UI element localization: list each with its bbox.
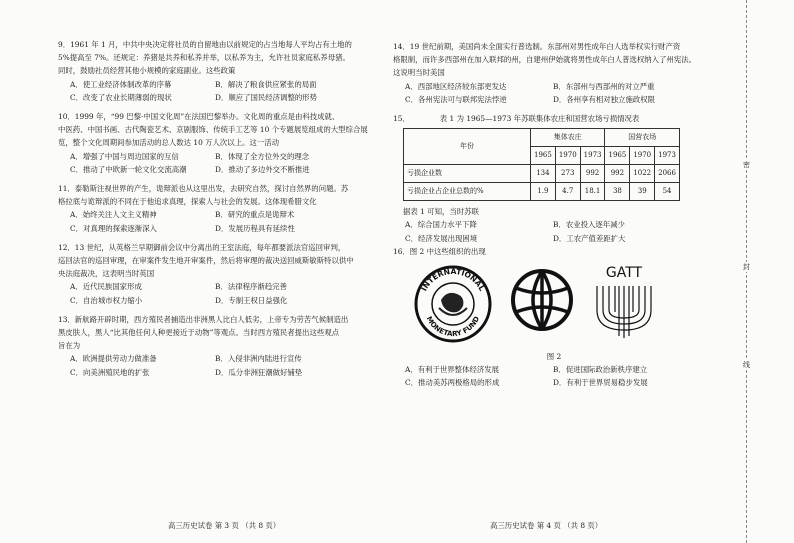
loss-table [403,128,680,201]
question-text: 同时，鼓励社员经营其他小规模的家庭副业。这些政策 [58,66,236,76]
option-row [393,218,715,231]
svg-text:MONETARY FUND: MONETARY FUND [424,315,482,339]
option-a: A．综合国力水平下降 [405,220,477,230]
question-caption [393,112,715,125]
option-c: C．推动美苏两极格局的形成 [405,378,500,388]
option-b: B．农业投入逐年减少 [553,220,625,230]
question-number: 15． [393,114,410,124]
question-16 [393,245,715,390]
question-14 [393,40,715,106]
imf-logo [413,264,493,344]
question-text: 这说明当时美国 [393,68,445,78]
question-text: 9．1961 年 1 月，中共中央决定将社员的自留地由以前规定的占当地每人平均占有土地的 [58,40,352,49]
table-year: 1965 [605,147,630,165]
option-c: C．改变了农业长期薄弱的现状 [70,92,172,102]
question-text: 12．13 世纪，从英格兰早期御前会议中分离出的王室法庭，每年都要派法官巡回审判， [58,242,346,252]
question-10 [58,110,374,176]
option-a: A．增强了中国与周边国家的互信 [70,151,179,161]
option-a: A．使工业经济体制改革的序幕 [70,79,172,89]
table-group-header: 国营农场 [605,129,679,147]
seal-mark: 密 [740,160,753,170]
option-a: A．始终关注人文主义精神 [70,210,157,220]
option-c: C．经济发展出现困境 [405,233,478,243]
option-b: B．研究的重点是诡辩术 [215,210,295,220]
option-a: A．有利于世界整体经济发展 [405,365,500,375]
figure-2-logos [393,258,715,350]
option-d: D．各州享有相对独立施政权限 [553,94,656,104]
option-b: B．体现了全方位外交的理念 [215,151,310,161]
option-b: B．法律程序渐趋完善 [215,282,287,292]
table-row [404,183,680,201]
table-cell: 1022 [630,165,655,183]
row-label: 亏损企业数 [404,165,531,183]
option-row [58,352,374,365]
option-c: C．各州宪法可与联邦宪法悖逆 [405,94,507,104]
table-cell: 38 [605,183,630,201]
table-year: 1973 [580,147,605,165]
option-row [58,294,374,307]
table-year: 1965 [531,147,556,165]
row-label: 亏损企业占企业总数的% [404,183,531,201]
gatt-logo-text: GATT [605,265,643,282]
question-text: 14．19 世纪前期，美国尚未全面实行普选制。东部州对男性成年白人选举权实行财产资 [393,42,681,51]
table-cell: 39 [630,183,655,201]
option-c: C．自治城市权力缩小 [70,295,143,305]
table-cell: 18.1 [580,183,605,201]
table-header-year: 年份 [404,129,531,165]
gatt-logo [589,262,659,342]
option-row [393,232,715,245]
question-9 [58,38,374,104]
option-a: A．欧洲提供劳动力做准备 [70,354,157,364]
table-year: 1970 [630,147,655,165]
table-group-header: 集体农庄 [531,129,605,147]
table-cell: 54 [655,183,680,201]
question-text: 览，整个文化周期间参加活动的总人数达 10 万人次以上。这一活动 [58,138,280,148]
question-prompt: 16．图 2 中这些组织的出现 [393,246,486,256]
question-text: 11．泰勒斯注视世界的产生，诡辩派也从这里出发，去研究自然，探讨自然界的问题。苏 [58,184,349,194]
table-year: 1970 [555,147,580,165]
question-text: 格限制，而许多西部州在加入联邦的州，自建州伊始就将男性成年白人普选权纳入了州宪法。 [393,55,697,65]
page-footer-left: 高三历史试卷 第 3 页 （共 8 页） [168,521,281,530]
question-11 [58,182,374,235]
table-caption: 表 1 为 1965—1973 年苏联集体农庄和国营农场亏损情况表 [439,114,640,124]
question-text: 黑皮肤人，黑人“比其他任何人种更接近于动物”等观点。当时西方殖民者提出这些观点 [58,328,340,338]
option-d: D．有利于世界贸易稳步发展 [553,378,648,388]
option-row [58,163,374,176]
option-d: D．瓜分非洲狂潮做好铺垫 [215,367,303,377]
right-page [393,40,715,390]
question-text: 中医药、中国书画、古代陶瓷艺术、京剧服饰、传统手工艺等 10 个专题展览组成的大型综合展 [58,125,368,135]
question-text: 央法庭裁决，这表明当时英国 [58,269,155,279]
question-prompt: 据表 1 可知，当时苏联 [403,207,479,217]
option-row [393,93,715,106]
option-row [393,376,715,389]
option-row [58,208,374,221]
svg-text:INTERNATIONAL: INTERNATIONAL [419,267,487,293]
option-row [58,91,374,104]
option-d: D．工农产值差距扩大 [553,233,626,243]
figure-label: 图 2 [546,352,562,362]
seal-mark: 封 [740,262,753,272]
option-b: B．解决了粮食供应紧张的局面 [215,79,317,89]
option-row [393,80,715,93]
option-row [58,150,374,163]
question-12 [58,241,374,307]
option-a: A．西部地区经济较东部更发达 [405,81,507,91]
seal-mark: 线 [740,360,753,370]
page-footer-right: 高三历史试卷 第 4 页 （共 8 页） [490,521,603,530]
question-15 [393,112,715,245]
table-cell: 1.9 [531,183,556,201]
option-b: B．东部州与西部州的对立严重 [553,81,655,91]
table-cell: 4.7 [555,183,580,201]
table-cell: 2066 [655,165,680,183]
question-text: 巡回法官的巡回审理，在审案件发生地开审案件，然后将审理的裁决送回威斯敏斯特以供中 [58,256,354,266]
question-text: 5%提高至 7%。还规定：养猪是共养和私养并举，以私养为主，允许社员家庭私养母猪。 [58,53,350,63]
world-bank-logo [510,268,574,332]
question-text: 10．1999 年，“99 巴黎·中国文化周”在法国巴黎举办。文化周的重点是由科技成就、 [58,112,340,122]
option-row [58,366,374,379]
table-cell: 134 [531,165,556,183]
option-c: C．推动了中欧新一轮文化交流高潮 [70,164,187,174]
option-d: D．推动了多边外交不断推进 [215,164,310,174]
option-d: D．顺应了国民经济调整的形势 [215,92,318,102]
option-row [58,222,374,235]
option-d: D．专制王权日益强化 [215,295,288,305]
option-d: D．发展历程具有延续性 [215,223,295,233]
left-page [58,38,374,379]
table-year: 1973 [655,147,680,165]
table-cell: 273 [555,165,580,183]
option-c: C．对真理的探索逐渐深入 [70,223,157,233]
table-cell: 992 [580,165,605,183]
question-text: 旨在为 [58,341,81,351]
question-text: 格拉底与诡辩派的不同在于他追求真理，探索人与社会的发展。这体现希腊文化 [58,197,317,207]
option-row [58,280,374,293]
question-13 [58,313,374,379]
option-row [393,363,715,376]
seal-line [727,0,767,543]
option-c: C．向美洲殖民地的扩张 [70,367,150,377]
table-row [404,165,680,183]
question-text: 13．新航路开辟时期，西方殖民者捕造出非洲黑人比白人低劣，上帝专为劳苦气候制造出 [58,314,349,324]
option-row [58,78,374,91]
option-a: A．近代民族国家形成 [70,282,142,292]
option-b: B．促进国际政治新秩序建立 [553,365,648,375]
option-b: B．入侵非洲内陆进行宣传 [215,354,302,364]
table-cell: 992 [605,165,630,183]
